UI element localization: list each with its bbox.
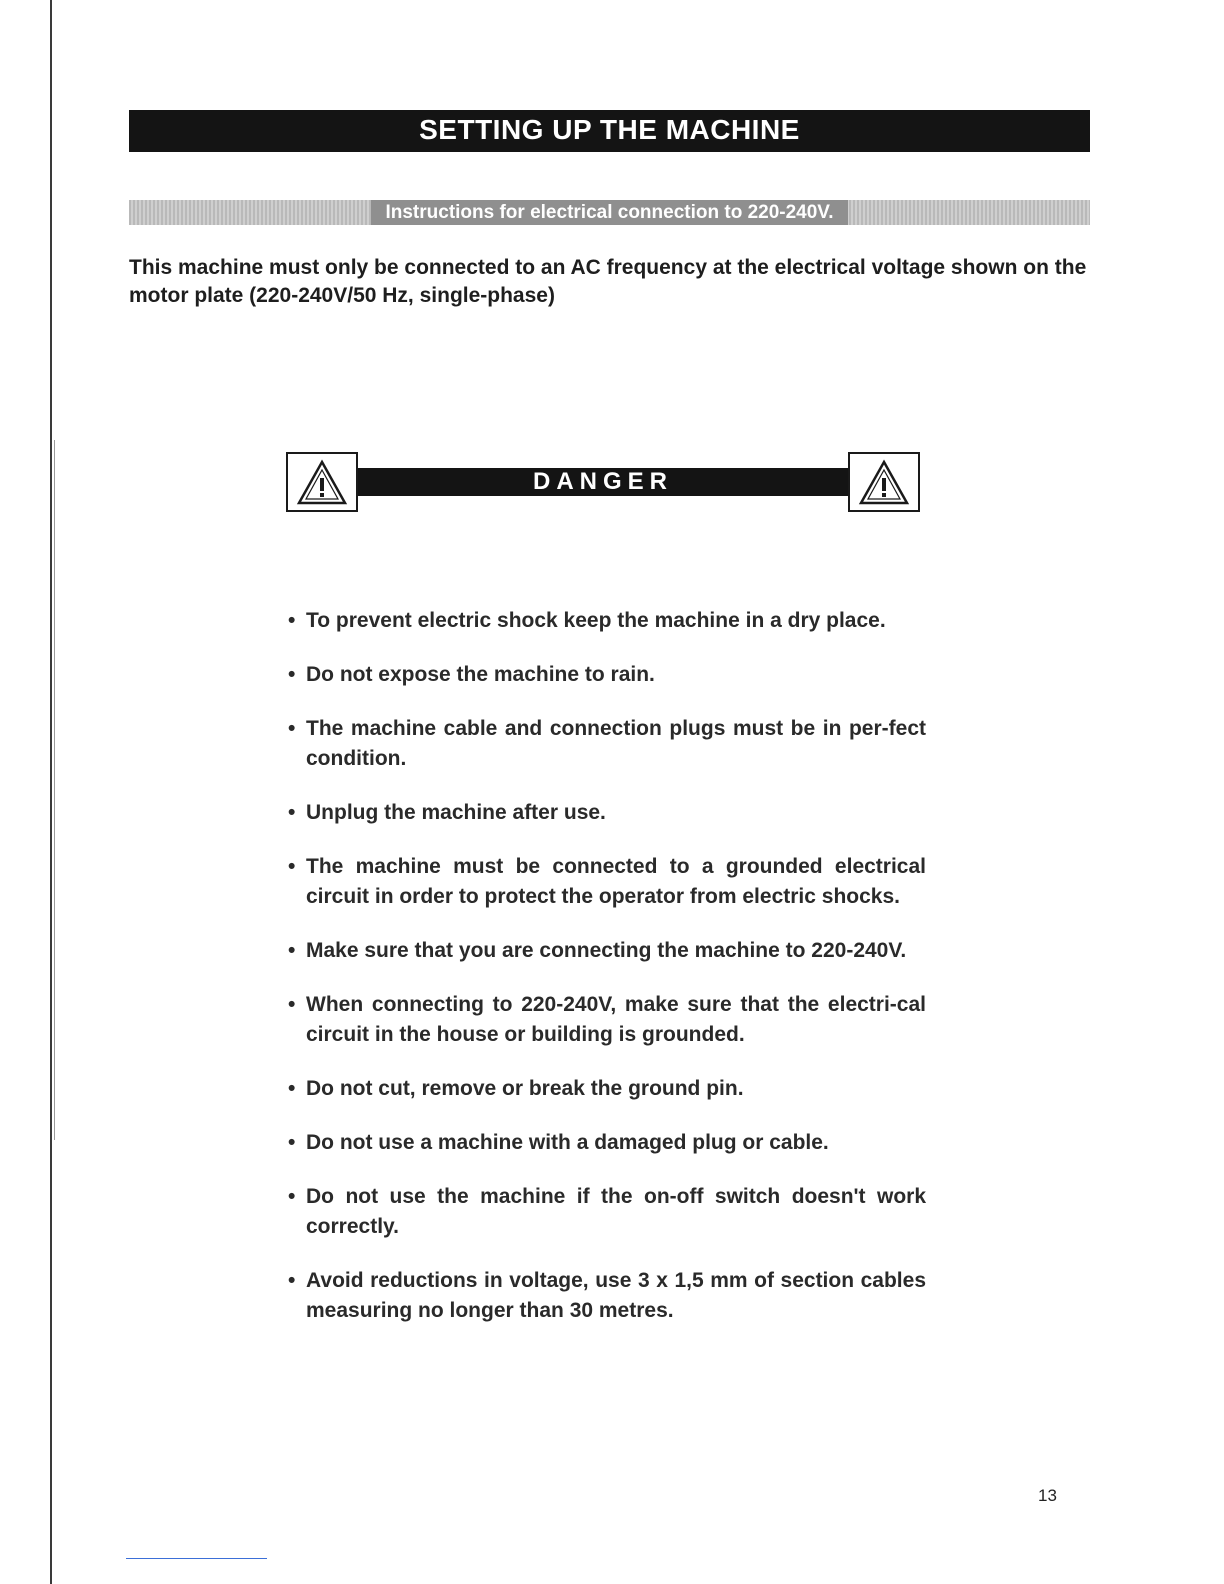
intro-paragraph: This machine must only be connected to an AC frequency at the electrical voltage shown on the motor plate (220-240V/50 Hz, single-phase) — [129, 256, 1087, 307]
list-item: • Do not expose the machine to rain. — [286, 660, 926, 690]
list-item: • Do not use the machine if the on-off switch doesn't work correctly. — [286, 1182, 926, 1242]
subsection-title: Instructions for electrical connection to 220-240V. — [371, 200, 847, 225]
danger-label: DANGER — [358, 468, 848, 496]
list-item: • To prevent electric shock keep the machine in a dry place. — [286, 606, 926, 636]
danger-banner — [286, 452, 920, 514]
scan-page-edge-shadow — [54, 440, 55, 1140]
footer-divider — [126, 1558, 267, 1559]
scan-page-edge — [50, 0, 52, 1584]
warning-triangle-icon — [286, 452, 358, 512]
list-item: • Make sure that you are connecting the machine to 220-240V. — [286, 936, 926, 966]
list-item: • Do not use a machine with a damaged plug or cable. — [286, 1128, 926, 1158]
list-item: • The machine must be connected to a grounded electrical circuit in order to protect the operator from electric shocks. — [286, 852, 926, 912]
danger-list — [286, 606, 926, 1350]
page-number: 13 — [1038, 1486, 1057, 1505]
section-title: SETTING UP THE MACHINE — [129, 110, 1090, 152]
list-item: • Unplug the machine after use. — [286, 798, 926, 828]
list-item: • Do not cut, remove or break the ground pin. — [286, 1074, 926, 1104]
list-item: • When connecting to 220-240V, make sure that the electri-cal circuit in the house or building is grounded. — [286, 990, 926, 1050]
list-item: • The machine cable and connection plugs must be in per-fect condition. — [286, 714, 926, 774]
list-item: • Avoid reductions in voltage, use 3 x 1,5 mm of section cables measuring no longer than 30 metres. — [286, 1266, 926, 1326]
warning-triangle-icon — [848, 452, 920, 512]
subsection-banner — [129, 200, 1090, 225]
